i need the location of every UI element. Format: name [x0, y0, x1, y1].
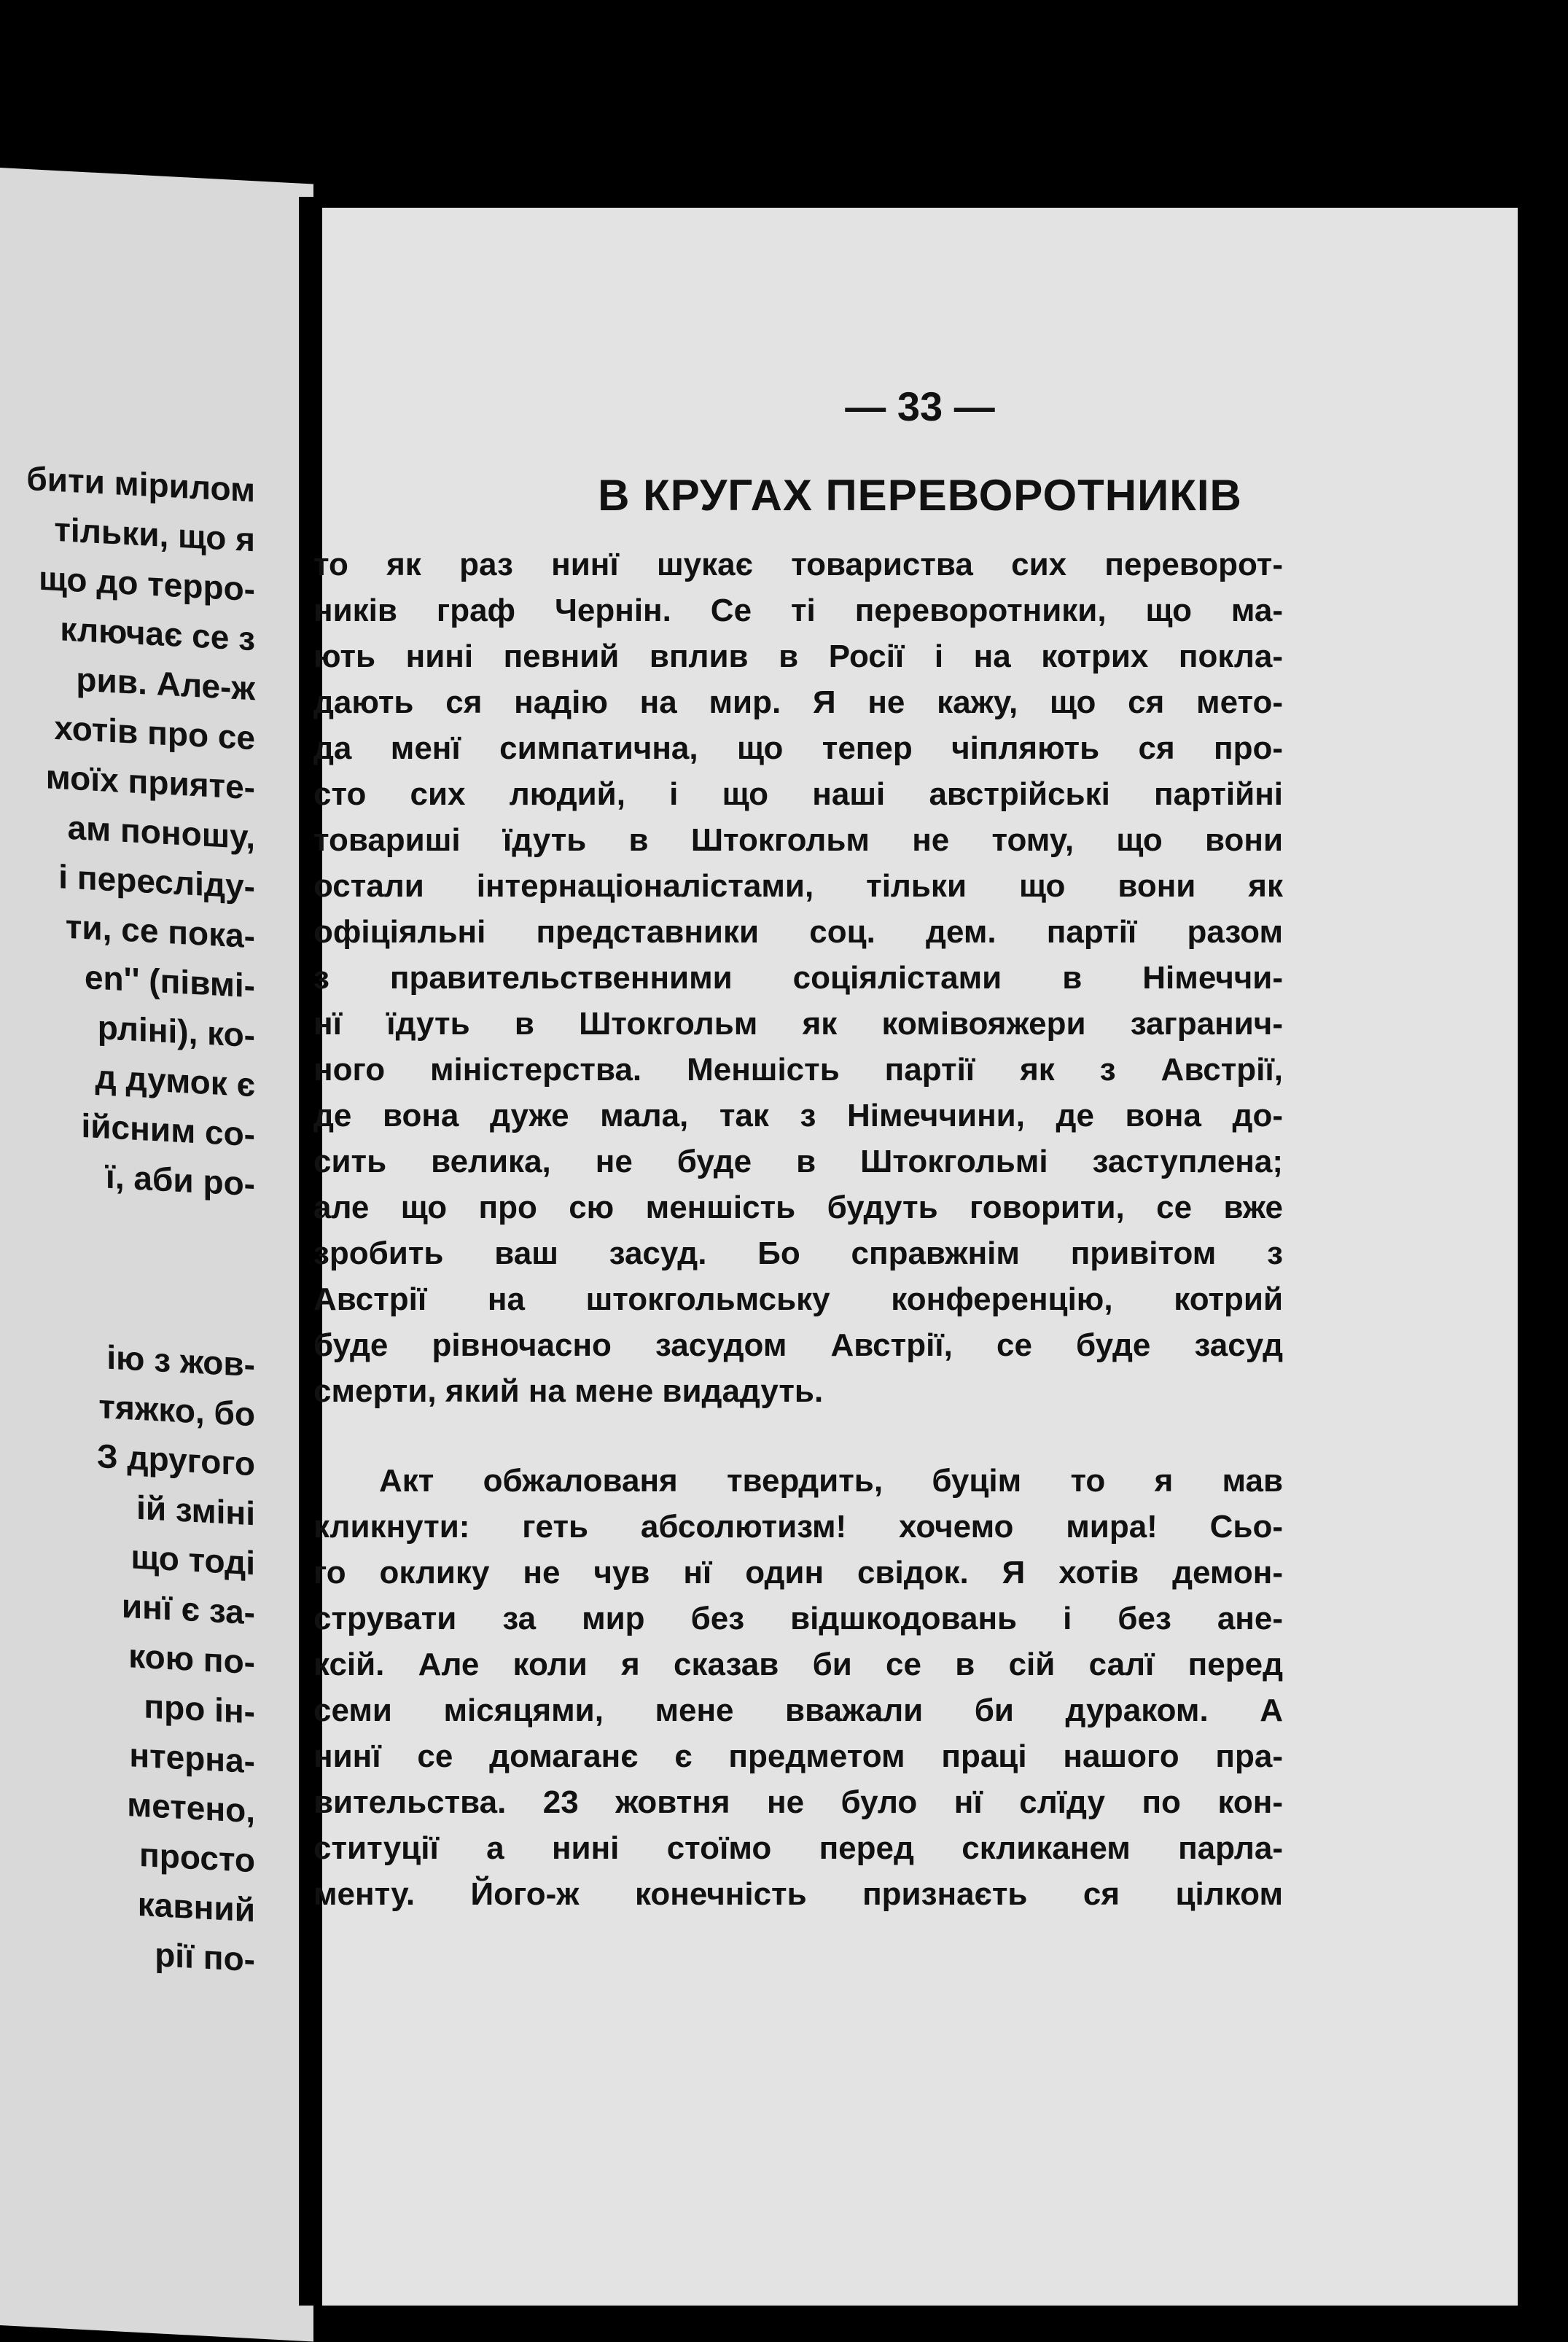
left-line: рії по- — [155, 1935, 255, 1979]
text-line: то як раз нинї шукає товариства сих переворот- — [313, 547, 1283, 582]
left-line: ійсним со- — [81, 1106, 255, 1154]
left-line: ам поношу, — [67, 808, 255, 856]
text-line: буде рівночасно засудом Австрії, се буде засуд — [313, 1327, 1283, 1363]
text-line: ників граф Чернін. Се ті переворотники, що ма- — [313, 593, 1283, 628]
text-line: сто сих людий, і що наші австрійські партійні — [313, 776, 1283, 812]
text-line: товариші їдуть в Штокгольм не тому, що вони — [313, 822, 1283, 858]
text-line: смерти, який на мене видадуть. — [313, 1373, 824, 1409]
left-line: кою по- — [128, 1636, 255, 1682]
left-page-gap — [0, 1194, 255, 1340]
text-line: остали інтернаціоналістами, тільки що вони як — [313, 868, 1283, 904]
text-line: менту. Його-ж конечність признаєть ся цілком — [313, 1876, 1283, 1912]
left-line: ти, се пока- — [65, 907, 255, 956]
page-number: — 33 — — [845, 383, 995, 429]
left-line: просто — [139, 1835, 255, 1880]
left-line: моїх прияте- — [45, 757, 255, 807]
text-line: Акт обжалованя твердить, буцім то я мав — [379, 1463, 1283, 1499]
left-line: д думок є — [95, 1057, 255, 1104]
text-line: офіціяльні представники соц. дем. партії разом — [313, 914, 1283, 950]
text-line: да менї симпатична, що тепер чіпляють ся про- — [313, 730, 1283, 766]
text-line: го оклику не чув нї один свідок. Я хотів демон- — [313, 1555, 1283, 1590]
text-line: нинї се домаганє є предметом праці нашого пра- — [313, 1738, 1283, 1774]
left-line: рліні), ко- — [97, 1008, 255, 1055]
left-line: ію з жов- — [106, 1338, 255, 1384]
left-line: хотів про се — [54, 708, 255, 757]
text-line: семи місяцями, мене вважали би дураком. А — [313, 1693, 1283, 1728]
text-line: дають ся надію на мир. Я не кажу, що ся мето- — [313, 684, 1283, 720]
left-line: кавний — [137, 1884, 255, 1929]
left-line: тільки, що я — [54, 510, 255, 559]
text-line: кликнути: геть абсолютизм! хочемо мира! Сьо- — [313, 1509, 1283, 1545]
text-line: вительства. 23 жовтня не було нї слїду по кон- — [313, 1784, 1283, 1820]
text-line: сить велика, не буде в Штокгольмі заступлена; — [313, 1144, 1283, 1179]
left-line: en'' (півмі- — [84, 958, 255, 1005]
left-line: бити мірилом — [26, 458, 255, 510]
text-line: струвати за мир без відшкодовань і без ане- — [313, 1601, 1283, 1636]
text-line: зробить ваш засуд. Бо справжнім привітом з — [313, 1236, 1283, 1271]
left-line: нтерна- — [129, 1736, 255, 1781]
text-line: ного міністерства. Меншість партії як з Австрії, — [313, 1052, 1283, 1088]
text-line: де вона дуже мала, так з Німеччини, де вона до- — [313, 1098, 1283, 1133]
left-line: инї є за- — [121, 1586, 255, 1632]
left-line: рив. Але-ж — [76, 660, 255, 708]
left-line: З другого — [96, 1436, 255, 1483]
left-line: метено, — [127, 1785, 255, 1830]
text-line: нї їдуть в Штокгольм як комівояжери загранич- — [313, 1006, 1283, 1042]
article-text — [313, 542, 1283, 1917]
left-line: ключає се з — [60, 609, 255, 658]
paragraph-gap — [313, 1414, 1283, 1458]
left-line: і переслідy- — [58, 857, 255, 906]
text-line: Австрії на штокгольмську конференцію, котрий — [313, 1281, 1283, 1317]
left-line: ій зміні — [136, 1488, 255, 1533]
left-line: ї, аби ро- — [105, 1157, 255, 1203]
page-heading: В КРУГАХ ПЕРЕВОРОТНИКІВ — [598, 471, 1242, 520]
left-line: тяжко, бо — [98, 1387, 255, 1434]
text-line: ституції а нині стоїмо перед скликанем парла- — [313, 1830, 1283, 1866]
text-line: ють нині певний вплив в Росії і на котрих покла- — [313, 639, 1283, 674]
text-line: з правительственними соціялістами в Німеччи- — [313, 960, 1283, 996]
right-page — [313, 208, 1518, 2306]
left-page-text — [0, 450, 255, 1984]
text-line: але що про сю меншість будуть говорити, се вже — [313, 1190, 1283, 1225]
text-line: ксій. Але коли я сказав би се в сій салї перед — [313, 1647, 1283, 1682]
left-line: про ін- — [144, 1687, 255, 1731]
left-line: що тоді — [130, 1537, 255, 1582]
left-page — [0, 168, 313, 2342]
left-line: що до терро- — [39, 558, 255, 609]
